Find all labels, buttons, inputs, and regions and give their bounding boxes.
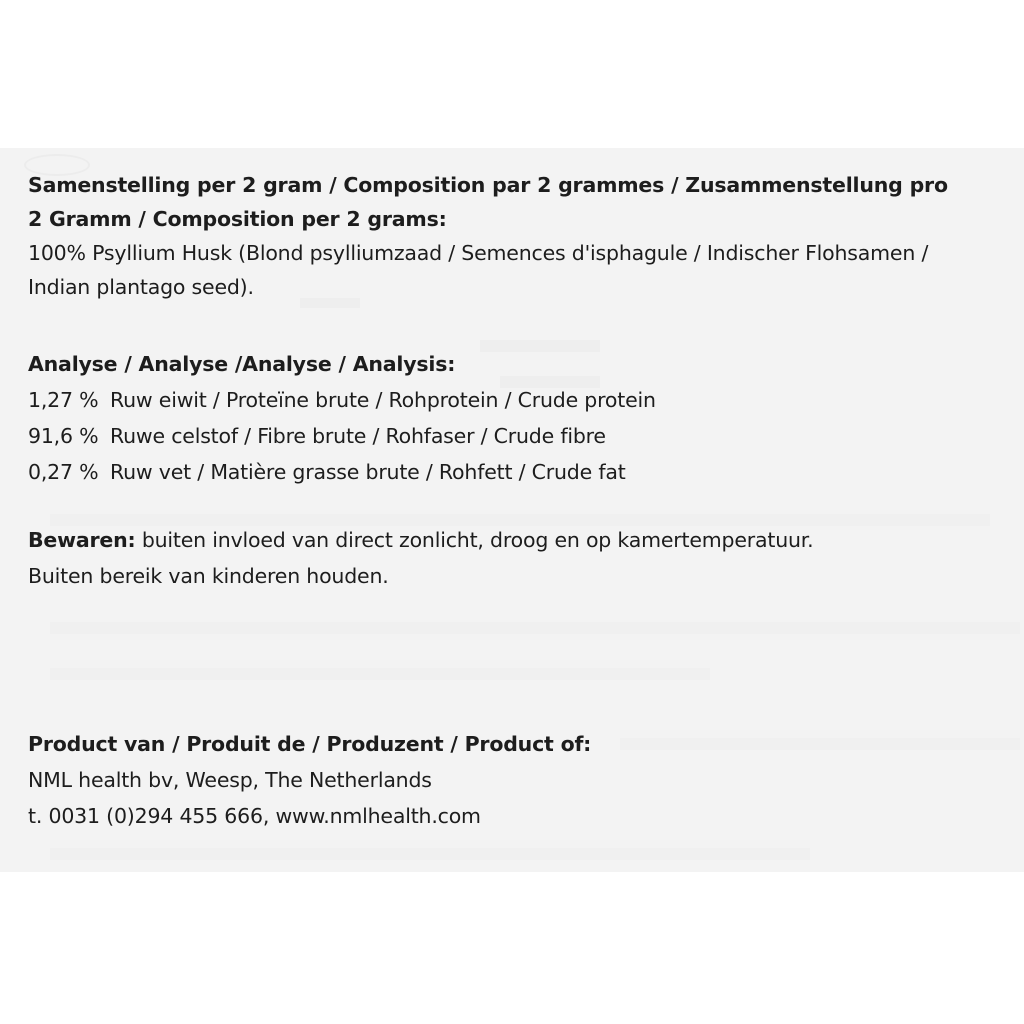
storage-section (28, 522, 1008, 594)
show-through-mark (50, 622, 1020, 634)
storage-text: buiten invloed van direct zonlicht, droog en op kamertemperatuur. (135, 528, 814, 552)
composition-heading-line1: Samenstelling per 2 gram / Composition par 2 grammes / Zusammenstellung pro (28, 173, 948, 197)
analysis-text: Ruwe celstof / Fibre brute / Rohfaser / Crude fibre (110, 424, 606, 448)
composition-heading-line2: 2 Gramm / Composition per 2 grams: (28, 207, 447, 231)
analysis-row (28, 382, 1008, 418)
producer-heading: Product van / Produit de / Produzent / Product of: (28, 732, 592, 756)
analysis-row (28, 454, 1008, 490)
composition-body-line2: Indian plantago seed). (28, 275, 254, 299)
analysis-section (28, 346, 1008, 490)
show-through-mark (50, 668, 710, 680)
product-label (0, 148, 1024, 872)
analysis-percent: 1,27 % (28, 388, 99, 412)
analysis-heading: Analyse / Analyse /Analyse / Analysis: (28, 352, 456, 376)
storage-line1 (28, 522, 1008, 558)
producer-company: NML health bv, Weesp, The Netherlands (28, 768, 432, 792)
analysis-text: Ruw vet / Matière grasse brute / Rohfett / Crude fat (110, 460, 626, 484)
analysis-text: Ruw eiwit / Proteïne brute / Rohprotein / Crude protein (110, 388, 656, 412)
composition-body-line1: 100% Psyllium Husk (Blond psylliumzaad / Semences d'isphagule / Indischer Flohsamen / (28, 241, 929, 265)
producer-section (28, 726, 1008, 834)
storage-label: Bewaren: (28, 528, 136, 552)
show-through-mark (50, 848, 810, 860)
producer-contact: t. 0031 (0)294 455 666, www.nmlhealth.com (28, 804, 481, 828)
storage-line2: Buiten bereik van kinderen houden. (28, 564, 389, 588)
analysis-percent: 91,6 % (28, 424, 99, 448)
analysis-percent: 0,27 % (28, 460, 99, 484)
composition-section (28, 168, 1008, 304)
analysis-row (28, 418, 1008, 454)
